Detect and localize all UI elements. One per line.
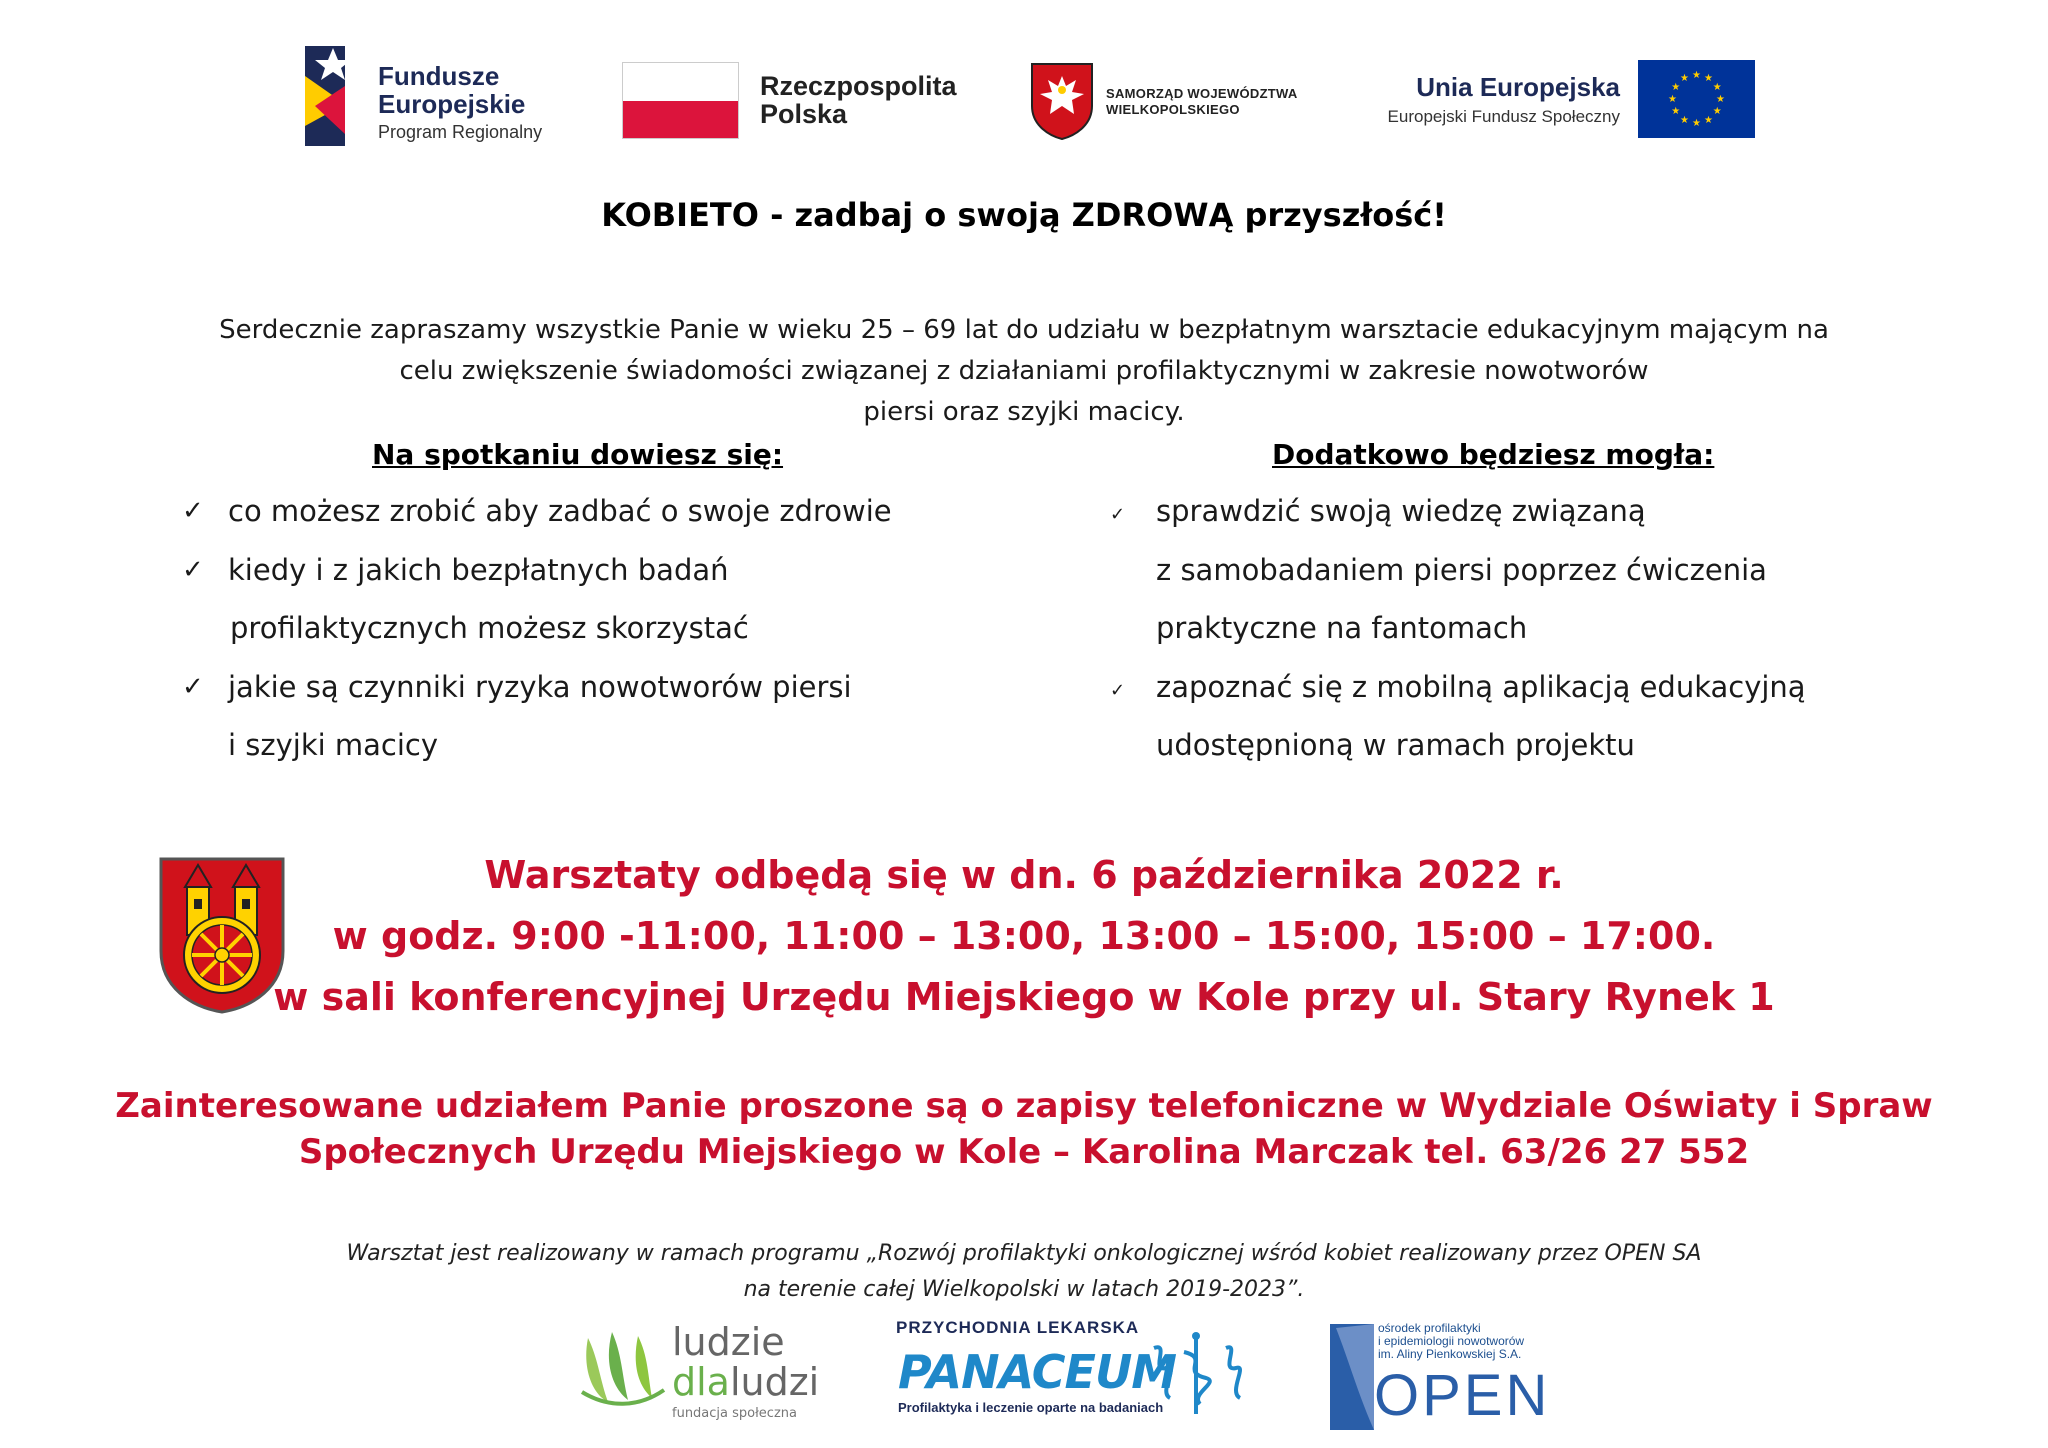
list-item-continuation: z samobadaniem piersi poprzez ćwiczenia: [1156, 552, 1767, 587]
sw-logo-text: [1106, 86, 1298, 118]
open-line3: im. Aliny Pienkowskiej S.A.: [1378, 1347, 1522, 1361]
list-item: [1110, 658, 1970, 717]
ldl-leaf-icon: [578, 1328, 668, 1408]
program-note: [0, 1236, 2048, 1308]
list-item: [182, 482, 1022, 541]
list-item-continuation: udostępnioną w ramach projektu: [1156, 728, 1635, 762]
eu-star-icon: ★: [1680, 73, 1689, 85]
list-item-text: zapoznać się z mobilną aplikacją edukacyjną: [1156, 669, 1806, 704]
ue-line1: Unia Europejska: [1416, 72, 1620, 102]
intro-line1: Serdecznie zapraszamy wszystkie Panie w wieku 25 – 69 lat do udziału w bezpłatnym warsztacie edukacyjnym mającym na: [219, 315, 1829, 345]
fe-star-icon: [305, 46, 365, 146]
caduceus-icon: [1140, 1328, 1252, 1418]
ldl-line2a: dla: [672, 1360, 730, 1404]
ldl-logo-text: [672, 1322, 819, 1421]
event-place: w sali konferencyjnej Urzędu Miejskiego w Kole przy ul. Stary Rynek 1: [273, 975, 1775, 1019]
eu-flag-icon: [1638, 60, 1755, 138]
right-bullet-list: [1110, 482, 1970, 775]
eu-star-icon: ★: [1668, 94, 1677, 105]
program-note-line2: na terenie całej Wielkopolski w latach 2019-2023”.: [743, 1277, 1305, 1302]
check-icon: ✓: [1110, 504, 1126, 525]
fe-logo-text: [378, 62, 542, 143]
event-date: Warsztaty odbędą się w dn. 6 października 2022 r.: [484, 853, 1564, 897]
eu-star-icon: ★: [1671, 82, 1681, 93]
ue-logo-text: [1372, 72, 1620, 127]
left-column-heading: Na spotkaniu dowiesz się:: [372, 438, 784, 471]
ldl-line2b: ludzi: [729, 1360, 820, 1404]
check-icon: ✓: [182, 496, 204, 526]
check-icon: ✓: [1110, 679, 1126, 701]
sw-line1: SAMORZĄD WOJEWÓDZTWA: [1106, 86, 1298, 101]
ldl-line1: ludzie: [672, 1320, 785, 1364]
eu-star-icon: ★: [1692, 70, 1701, 81]
eu-star-icon: ★: [1712, 106, 1722, 117]
event-details: [0, 845, 2048, 1028]
panaceum-subtitle: Profilaktyka i leczenie oparte na badaniach: [898, 1400, 1164, 1415]
right-column-heading: Dodatkowo będziesz mogła:: [1272, 438, 1715, 471]
eu-star-icon: ★: [1692, 118, 1701, 129]
rp-logo-text: [760, 72, 957, 128]
fe-line2: Europejskie: [378, 89, 526, 119]
open-name: OPEN: [1374, 1363, 1551, 1428]
panaceum-top-text: PRZYCHODNIA LEKARSKA: [896, 1318, 1140, 1337]
list-item-continuation: praktyczne na fantomach: [1156, 611, 1528, 645]
eu-star-icon: ★: [1704, 73, 1713, 85]
eu-star-icon: ★: [1716, 94, 1725, 105]
list-item-text: jakie są czynniki ryzyka nowotworów piersi: [228, 669, 852, 704]
intro-line3: piersi oraz szyjki macicy.: [863, 397, 1185, 427]
signup-info: [0, 1083, 2048, 1175]
list-item: [182, 658, 1022, 717]
list-item-text: co możesz zrobić aby zadbać o swoje zdrowie: [228, 494, 892, 528]
ldl-line2: [672, 1362, 819, 1402]
eu-star-icon: ★: [1712, 82, 1722, 93]
list-item-continuation: profilaktycznych możesz skorzystać: [230, 611, 749, 645]
open-line1: ośrodek profilaktyki: [1378, 1321, 1481, 1335]
rp-line2: Polska: [760, 99, 848, 129]
program-note-line1: Warsztat jest realizowany w ramach programu „Rozwój profilaktyki onkologicznej wśród kobiet realizowany przez OPEN SA: [346, 1241, 1702, 1266]
signup-line1: Zainteresowane udziałem Panie proszone są o zapisy telefoniczne w Wydziale Oświaty i Spraw: [115, 1086, 1933, 1126]
list-item: [1110, 482, 1970, 541]
open-description: [1378, 1322, 1524, 1361]
wielkopolska-crest-icon: [1030, 62, 1094, 140]
check-icon: ✓: [182, 554, 204, 585]
fe-line3: Program Regionalny: [378, 122, 543, 142]
eu-star-icon: ★: [1680, 114, 1689, 126]
sw-line2: WIELKOPOLSKIEGO: [1106, 102, 1240, 117]
polish-flag-icon: [622, 62, 739, 139]
signup-line2: Społecznych Urzędu Miejskiego w Kole – Karolina Marczak tel. 63/26 27 552: [298, 1132, 1750, 1172]
open-line2: i epidemiologii nowotworów: [1378, 1334, 1525, 1348]
rp-line1: Rzeczpospolita: [760, 71, 957, 101]
fe-line1: Fundusze: [378, 61, 500, 91]
list-item-continuation: i szyjki macicy: [228, 728, 439, 762]
list-item-text: kiedy i z jakich bezpłatnych badań: [228, 552, 729, 587]
list-item-text: sprawdzić swoją wiedzę związaną: [1156, 494, 1646, 528]
event-hours: w godz. 9:00 -11:00, 11:00 – 13:00, 13:00 – 15:00, 15:00 – 17:00.: [332, 914, 1716, 958]
check-icon: ✓: [182, 671, 204, 702]
fe-logo: [305, 46, 365, 146]
ue-line2: Europejski Fundusz Społeczny: [1387, 107, 1620, 126]
left-bullet-list: [182, 482, 1022, 775]
eu-star-icon: ★: [1704, 114, 1713, 126]
ldl-line3: fundacja społeczna: [672, 1406, 797, 1421]
panaceum-name: PANACEUM: [898, 1345, 1177, 1399]
eu-star-icon: ★: [1671, 106, 1681, 117]
open-logo-icon: [1330, 1324, 1374, 1430]
intro-line2: celu zwiększenie świadomości związanej z działaniami profilaktycznymi w zakresie nowotworów: [399, 356, 1649, 386]
intro-paragraph: [140, 310, 1908, 433]
list-item: [182, 541, 1022, 600]
page-title: KOBIETO - zadbaj o swoją ZDROWĄ przyszłość!: [601, 196, 1447, 234]
